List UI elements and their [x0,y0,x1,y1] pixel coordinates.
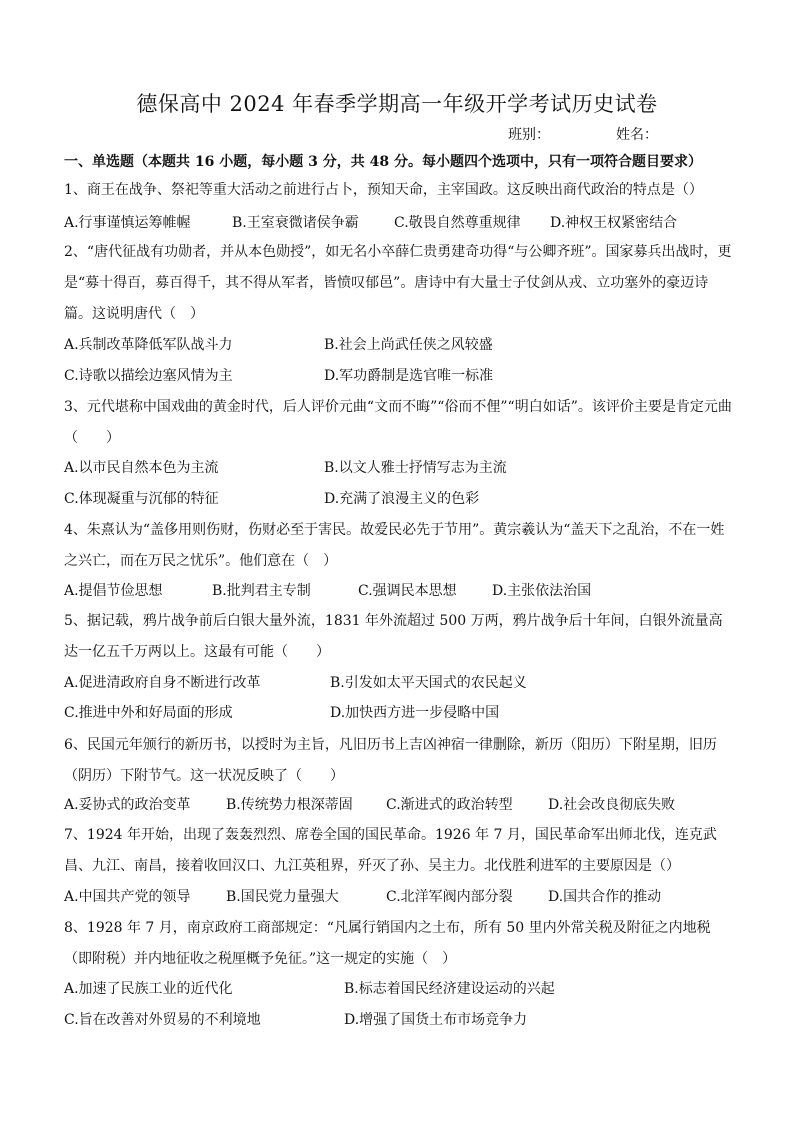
question-7-stem: 7、1924 年开始，出现了轰轰烈烈、席卷全国的国民革命。1926 年 7 月，国民革命军出师北伐，连克武昌、九江、南昌，接着收回汉口、九江英租界，歼灭了孙、吴主力。北伐胜利进军的主要原因是（） [64,827,717,874]
question-4-stem: 4、朱熹认为“盖侈用则伤财，伤财必至于害民。故爱民必先于节用”。黄宗羲认为“盖天下之乱治，不在一姓之兴亡，而在万民之忧乐”。他们意在（ ） [64,522,725,569]
option-b: B.国民党力量强大 [226,889,339,905]
option-d: D.主张依法治国 [492,583,592,599]
question-2-options [64,330,744,361]
section-heading: 一、单选题（本题共 16 小题，每小题 3 分，共 48 分。每小题四个选项中，只有一项符合题目要求） [64,154,702,170]
option-b: B.标志着国民经济建设运动的兴起 [344,981,555,997]
question-4-options [64,576,744,607]
option-b: B.批判君主专制 [212,583,311,599]
question-2-options-row2 [64,361,744,392]
question-8-options-row2 [64,1005,744,1036]
question-6-options [64,790,744,821]
option-d: D.社会改良彻底失败 [548,797,676,813]
option-a: A.中国共产党的领导 [64,889,191,905]
question-5-options-row2 [64,698,744,729]
option-d: D.军功爵制是选官唯一标准 [324,368,494,384]
option-a: A.提倡节俭思想 [64,583,163,599]
option-c: C.旨在改善对外贸易的不利境地 [64,1012,261,1028]
option-c: C.北洋军阀内部分裂 [386,889,513,905]
option-d: D.国共合作的推动 [548,889,662,905]
option-a: A.以市民自然本色为主流 [64,460,219,476]
option-c: C.敬畏自然尊重规律 [394,215,521,231]
question-8-stem: 8、1928 年 7 月，南京政府工商部规定：“凡属行销国内之土布，所有 50 里内外常关税及附征之内地税（即附税）并内地征收之税厘概予免征。”这一规定的实施（ ） [64,920,711,967]
exam-title: 德保高中 2024 年春季学期高一年级开学考试历史试卷 [136,92,658,116]
option-b: B.以文人雅士抒情写志为主流 [324,460,507,476]
question-2-stem: 2、“唐代征战有功勋者，并从本色勋授”，如无名小卒薛仁贵勇建奇功得“与公卿齐班”。国家募兵出战时，更是“募十得百，募百得千，其不得从军者，皆愤叹郁邑”。唐诗中有大量士子仗剑从戎、立功塞外的豪迈诗篇。这说明唐代（ ） [64,244,732,322]
question-1-options [64,208,744,239]
option-a: A.加速了民族工业的近代化 [64,981,233,997]
option-a: A.兵制改革降低军队战斗力 [64,337,233,353]
question-3-options [64,453,744,484]
option-c: C.诗歌以描绘边塞风情为主 [64,368,233,384]
option-c: C.推进中外和好局面的形成 [64,705,233,721]
question-3-stem: 3、元代堪称中国戏曲的黄金时代，后人评价元曲“文而不晦”“俗而不俚”“明白如话”。该评价主要是肯定元曲（ ） [64,399,732,446]
question-5-options [64,668,744,699]
question-5-stem: 5、据记载，鸦片战争前后白银大量外流，1831 年外流超过 500 万两，鸦片战争后十年间，白银外流量高达一亿五千万两以上。这最有可能（ ） [64,613,723,660]
option-b: B.传统势力根深蒂固 [226,797,353,813]
option-c: C.强调民本思想 [358,583,457,599]
question-7-options [64,882,744,913]
option-a: A.妥协式的政治变革 [64,797,191,813]
option-a: A.行事谨慎运筹帷幄 [64,215,191,231]
option-d: D.增强了国货土布市场竞争力 [344,1012,528,1028]
question-3-options-row2 [64,484,744,515]
question-8-options [64,974,744,1005]
option-c: C.渐进式的政治转型 [386,797,513,813]
option-d: D.神权王权紧密结合 [550,215,678,231]
option-d: D.加快西方进一步侵略中国 [330,705,500,721]
option-c: C.体现凝重与沉郁的特征 [64,491,219,507]
option-a: A.促进清政府自身不断进行改革 [64,675,261,691]
name-label: 姓名： [616,127,658,143]
question-1-stem: 1、商王在战争、祭祀等重大活动之前进行占卜，预知天命，主宰国政。这反映出商代政治的特点是（） [64,182,703,198]
option-b: B.社会上尚武任侠之风较盛 [324,337,493,353]
class-label: 班别： [508,127,550,143]
option-d: D.充满了浪漫主义的色彩 [324,491,480,507]
question-6-stem: 6、民国元年颁行的新历书，以授时为主旨，凡旧历书上吉凶神宿一律删除，新历（阳历）下附星期，旧历（阴历）下附节气。这一状况反映了（ ） [64,737,717,784]
option-b: B.王室衰微诸侯争霸 [232,215,359,231]
option-b: B.引发如太平天国式的农民起义 [330,675,527,691]
